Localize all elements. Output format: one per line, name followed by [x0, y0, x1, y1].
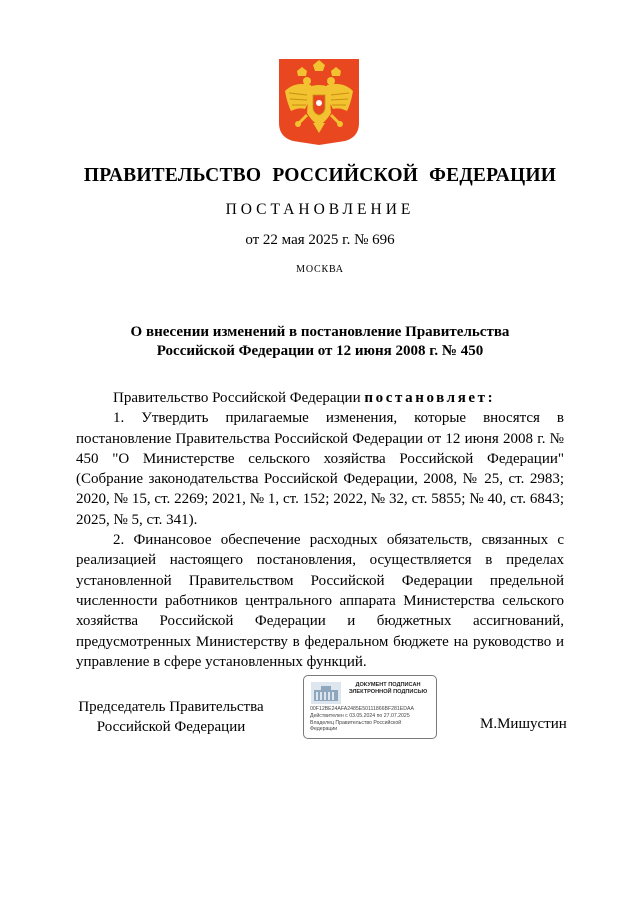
- decree-subject: [0, 323, 640, 361]
- certificate-validity: Действителен с 03.05.2024 по 27.07.2025: [310, 713, 410, 719]
- signatory-position: [78, 697, 264, 737]
- item-2: 2. Финансовое обеспечение расходных обязательств, связанных с реализацией настоящего постановления, осуществляется в пределах установленной Правительством Российской Федерации предельной численности работников центрального аппарата Министерства сельского хозяйства Российской Федерации и бюджетных ассигнований, предусмотренных Министерству в федеральном бюджете на руководство и управление в сфере установленных функций.: [76, 532, 564, 670]
- item-1: 1. Утвердить прилагаемые изменения, которые вносятся в постановление Правительства Российской Федерации от 12 июня 2008 г. № 450 "О Министерстве сельского хозяйства Российской Федерации" (Собрание законодательства Российской Федерации, 2008, № 25, ст. 2983; 2020, № 15, ст. 2269; 2021, № 1, ст. 152; 2022, № 32, ст. 5855; № 40, ст. 6843; 2025, № 5, ст. 341).: [76, 410, 564, 528]
- stamp-title: [342, 682, 434, 696]
- signatory-name: М.Мишустин: [480, 716, 567, 732]
- stamp-title-line-1: ДОКУМЕНТ ПОДПИСАН: [355, 682, 421, 688]
- intro-paragraph: [76, 388, 564, 408]
- decree-body: [76, 388, 564, 672]
- position-line-2: Российской Федерации: [96, 719, 246, 735]
- intro-verb: постановляет:: [364, 390, 496, 406]
- government-title: ПРАВИТЕЛЬСТВО РОССИЙСКОЙ ФЕДЕРАЦИИ: [83, 165, 557, 186]
- electronic-signature-stamp: [303, 675, 437, 739]
- intro-text: Правительство Российской Федерации: [113, 390, 361, 406]
- subject-line-1: О внесении изменений в постановление Правительства: [130, 324, 510, 340]
- subject-line-2: Российской Федерации от 12 июня 2008 г. № 450: [156, 343, 484, 359]
- document-type: ПОСТАНОВЛЕНИЕ: [225, 201, 415, 218]
- certificate-owner-line-1: Владелец Правительство Российской: [310, 720, 402, 726]
- certificate-serial: 00F12BE24AFA2485E50111866BF281EDAA: [310, 706, 414, 712]
- city: МОСКВА: [296, 264, 344, 275]
- stamp-title-line-2: ЭЛЕКТРОННОЙ ПОДПИСЬЮ: [348, 689, 428, 695]
- position-line-1: Председатель Правительства: [78, 699, 264, 715]
- stamp-emblem-icon: [311, 682, 341, 704]
- decree-date-number: от 22 мая 2025 г. № 696: [245, 232, 395, 248]
- certificate-owner-line-2: Федерации: [310, 726, 338, 732]
- coat-of-arms-icon: [277, 57, 361, 145]
